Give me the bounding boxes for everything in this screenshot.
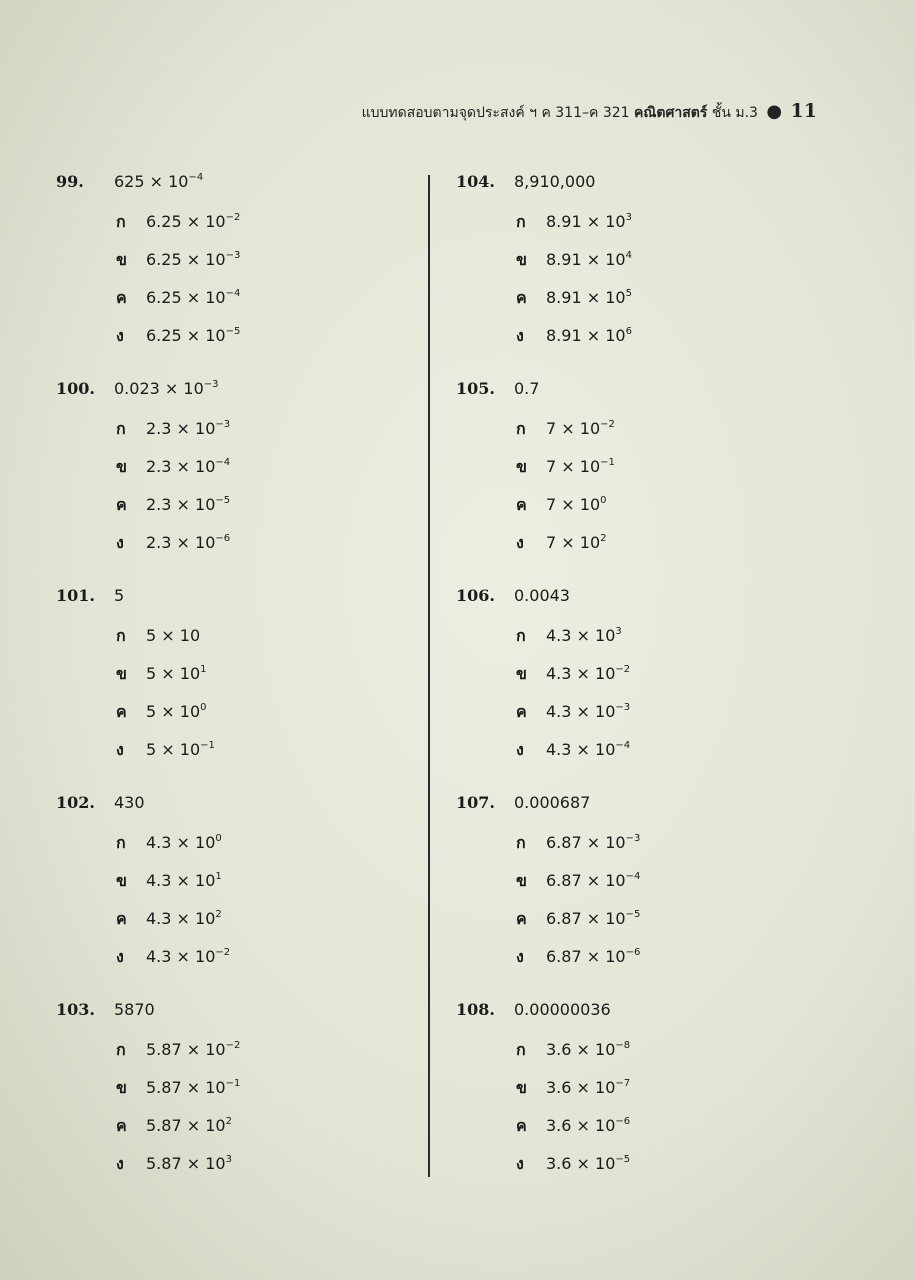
question-value: 0.000687 [514, 793, 591, 812]
answer-option [116, 662, 240, 700]
option-value: 4.3 × 10 [146, 871, 216, 890]
question-value: 0.7 [514, 379, 540, 398]
option-value: 4.3 × 10 [546, 740, 616, 759]
question-item [56, 793, 240, 1000]
answer-option [116, 700, 240, 738]
option-value: 6.25 × 10 [146, 250, 226, 269]
answer-option [116, 248, 240, 286]
option-letter: ง [116, 326, 124, 345]
question-number: 103. [56, 1000, 95, 1019]
question-line [56, 1000, 240, 1038]
option-exponent: 2 [215, 909, 222, 920]
question-line [56, 793, 240, 831]
option-exponent: −6 [615, 1116, 631, 1127]
option-letter: ข [116, 457, 127, 476]
option-letter: ค [116, 909, 127, 928]
option-value: 3.6 × 10 [546, 1116, 616, 1135]
answer-option [116, 1038, 240, 1076]
answer-option [116, 493, 240, 531]
option-letter: ก [516, 212, 526, 231]
answer-option [516, 738, 640, 776]
option-value: 2.3 × 10 [146, 533, 216, 552]
option-exponent: −6 [215, 533, 231, 544]
answer-option [516, 945, 640, 983]
answer-option [516, 907, 640, 945]
page-number: 11 [790, 100, 817, 122]
option-value: 3.6 × 10 [546, 1078, 616, 1097]
question-line [56, 172, 240, 210]
option-exponent: 0 [600, 495, 607, 506]
option-letter: ง [116, 740, 124, 759]
question-number: 106. [456, 586, 495, 605]
option-exponent: −1 [225, 1078, 241, 1089]
option-value: 5 × 10 [146, 626, 201, 645]
question-item [456, 379, 640, 586]
option-exponent: −6 [625, 947, 641, 958]
answer-option [516, 286, 640, 324]
answer-option [116, 1076, 240, 1114]
option-letter: ก [116, 212, 126, 231]
question-line [456, 172, 640, 210]
question-value: 0.0043 [514, 586, 570, 605]
option-letter: ค [516, 495, 527, 514]
option-letter: ข [116, 664, 127, 683]
option-exponent: −4 [615, 740, 631, 751]
option-value: 6.87 × 10 [546, 909, 626, 928]
answer-option [116, 945, 240, 983]
question-value: 430 [114, 793, 145, 812]
option-value: 5.87 × 10 [146, 1078, 226, 1097]
answer-option [516, 869, 640, 907]
answer-option [516, 1038, 640, 1076]
answer-option [116, 417, 240, 455]
option-exponent: 1 [200, 664, 207, 675]
option-exponent: −4 [215, 457, 231, 468]
option-exponent: −2 [600, 419, 615, 430]
question-line [456, 379, 640, 417]
header-subject: คณิตศาสตร์ [634, 105, 708, 121]
question-number: 105. [456, 379, 495, 398]
option-letter: ข [516, 1078, 527, 1097]
question-value: 5 [114, 586, 125, 605]
question-item [56, 379, 240, 586]
option-exponent: 0 [215, 833, 222, 844]
option-value: 5 × 10 [146, 702, 201, 721]
option-value: 6.25 × 10 [146, 212, 226, 231]
answer-option [516, 248, 640, 286]
answer-option [116, 1152, 240, 1190]
question-value: 5870 [114, 1000, 155, 1019]
question-item [456, 172, 640, 379]
option-value: 8.91 × 10 [546, 326, 626, 345]
option-exponent: 2 [600, 533, 607, 544]
answer-option [116, 1114, 240, 1152]
option-letter: ค [516, 909, 527, 928]
option-exponent: −2 [225, 1040, 241, 1051]
answer-option [116, 455, 240, 493]
answer-option [116, 324, 240, 362]
option-letter: ข [116, 1078, 127, 1097]
question-number: 102. [56, 793, 95, 812]
question-line [56, 379, 240, 417]
header-title: แบบทดสอบตามจุดประสงค์ ฯ ค 311–ค 321 [361, 105, 630, 121]
option-exponent: 2 [225, 1116, 232, 1127]
option-exponent: −2 [215, 947, 231, 958]
option-letter: ง [516, 533, 524, 552]
answer-option [116, 286, 240, 324]
option-letter: ก [116, 833, 126, 852]
option-letter: ค [116, 288, 127, 307]
option-exponent: −2 [615, 664, 631, 675]
option-letter: ก [516, 626, 526, 645]
option-letter: ง [116, 947, 124, 966]
question-item [456, 1000, 640, 1207]
option-value: 3.6 × 10 [546, 1040, 616, 1059]
option-value: 5 × 10 [146, 740, 201, 759]
option-letter: ก [516, 833, 526, 852]
option-letter: ง [516, 947, 524, 966]
option-value: 6.25 × 10 [146, 326, 226, 345]
option-value: 7 × 10 [546, 495, 601, 514]
question-item [56, 586, 240, 793]
answer-option [516, 700, 640, 738]
option-value: 6.25 × 10 [146, 288, 226, 307]
question-exponent: −3 [203, 379, 219, 390]
page-header [362, 100, 817, 124]
option-value: 4.3 × 10 [146, 833, 216, 852]
answer-option [116, 869, 240, 907]
option-letter: ก [516, 1040, 526, 1059]
option-exponent: 4 [625, 250, 632, 261]
option-letter: ข [516, 871, 527, 890]
question-line [456, 1000, 640, 1038]
option-value: 4.3 × 10 [146, 947, 216, 966]
answer-option [516, 417, 640, 455]
answer-option [116, 624, 240, 662]
bullet-icon: ● [766, 101, 783, 122]
question-number: 104. [456, 172, 495, 191]
option-letter: ค [116, 495, 127, 514]
answer-option [516, 624, 640, 662]
option-exponent: 3 [225, 1154, 232, 1165]
option-value: 7 × 10 [546, 457, 601, 476]
option-letter: ง [516, 326, 524, 345]
answer-option [116, 738, 240, 776]
option-exponent: −3 [225, 250, 241, 261]
option-letter: ง [516, 740, 524, 759]
option-value: 7 × 10 [546, 533, 601, 552]
option-exponent: −8 [615, 1040, 631, 1051]
option-letter: ค [116, 1116, 127, 1135]
answer-option [516, 324, 640, 362]
option-value: 2.3 × 10 [146, 419, 216, 438]
option-value: 8.91 × 10 [546, 250, 626, 269]
option-exponent: 3 [615, 626, 622, 637]
option-exponent: −5 [225, 326, 241, 337]
answer-option [116, 531, 240, 569]
answer-option [116, 210, 240, 248]
option-exponent: −1 [600, 457, 615, 468]
option-letter: ก [116, 1040, 126, 1059]
question-number: 107. [456, 793, 495, 812]
option-exponent: −3 [215, 419, 231, 430]
header-grade: ชั้น ม.3 [711, 105, 758, 121]
option-exponent: −2 [225, 212, 241, 223]
option-exponent: 1 [215, 871, 222, 882]
option-exponent: −5 [625, 909, 641, 920]
option-value: 4.3 × 10 [546, 664, 616, 683]
option-letter: ข [516, 250, 527, 269]
question-number: 101. [56, 586, 95, 605]
option-value: 6.87 × 10 [546, 947, 626, 966]
left-column [56, 172, 240, 1207]
option-exponent: −5 [615, 1154, 631, 1165]
option-value: 5.87 × 10 [146, 1154, 226, 1173]
option-letter: ง [116, 1154, 124, 1173]
answer-option [516, 1114, 640, 1152]
option-value: 5 × 10 [146, 664, 201, 683]
option-letter: ก [116, 626, 126, 645]
option-letter: ข [516, 457, 527, 476]
answer-option [116, 831, 240, 869]
option-exponent: −7 [615, 1078, 631, 1089]
answer-option [516, 493, 640, 531]
answer-option [516, 1152, 640, 1190]
option-exponent: −3 [625, 833, 641, 844]
question-item [456, 586, 640, 793]
option-value: 8.91 × 10 [546, 212, 626, 231]
question-exponent: −4 [188, 172, 204, 183]
option-exponent: 3 [625, 212, 632, 223]
option-value: 7 × 10 [546, 419, 601, 438]
option-value: 2.3 × 10 [146, 457, 216, 476]
option-value: 3.6 × 10 [546, 1154, 616, 1173]
option-value: 2.3 × 10 [146, 495, 216, 514]
option-exponent: −1 [200, 740, 215, 751]
option-letter: ก [516, 419, 526, 438]
option-value: 8.91 × 10 [546, 288, 626, 307]
question-number: 99. [56, 172, 84, 191]
question-line [456, 586, 640, 624]
column-divider [428, 175, 430, 1177]
answer-option [516, 531, 640, 569]
option-value: 6.87 × 10 [546, 833, 626, 852]
question-item [56, 172, 240, 379]
option-value: 5.87 × 10 [146, 1040, 226, 1059]
option-exponent: −3 [615, 702, 631, 713]
right-column [456, 172, 640, 1207]
question-item [456, 793, 640, 1000]
option-exponent: 5 [625, 288, 632, 299]
option-value: 4.3 × 10 [146, 909, 216, 928]
answer-option [516, 1076, 640, 1114]
option-letter: ข [516, 664, 527, 683]
question-line [456, 793, 640, 831]
question-value: 625 × 10 [114, 172, 189, 191]
option-letter: ค [516, 1116, 527, 1135]
option-exponent: −4 [225, 288, 241, 299]
answer-option [516, 210, 640, 248]
option-letter: ง [116, 533, 124, 552]
option-letter: ค [516, 288, 527, 307]
option-exponent: 6 [625, 326, 632, 337]
option-exponent: −5 [215, 495, 231, 506]
question-number: 100. [56, 379, 95, 398]
option-letter: ง [516, 1154, 524, 1173]
option-value: 4.3 × 10 [546, 626, 616, 645]
answer-option [516, 831, 640, 869]
answer-option [516, 455, 640, 493]
option-letter: ค [516, 702, 527, 721]
option-exponent: −4 [625, 871, 641, 882]
option-value: 6.87 × 10 [546, 871, 626, 890]
answer-option [116, 907, 240, 945]
option-letter: ข [116, 250, 127, 269]
option-letter: ค [116, 702, 127, 721]
question-line [56, 586, 240, 624]
option-value: 4.3 × 10 [546, 702, 616, 721]
answer-option [516, 662, 640, 700]
option-letter: ข [116, 871, 127, 890]
option-exponent: 0 [200, 702, 207, 713]
question-value: 8,910,000 [514, 172, 596, 191]
option-letter: ก [116, 419, 126, 438]
question-number: 108. [456, 1000, 495, 1019]
question-value: 0.023 × 10 [114, 379, 204, 398]
question-value: 0.00000036 [514, 1000, 611, 1019]
question-item [56, 1000, 240, 1207]
option-value: 5.87 × 10 [146, 1116, 226, 1135]
